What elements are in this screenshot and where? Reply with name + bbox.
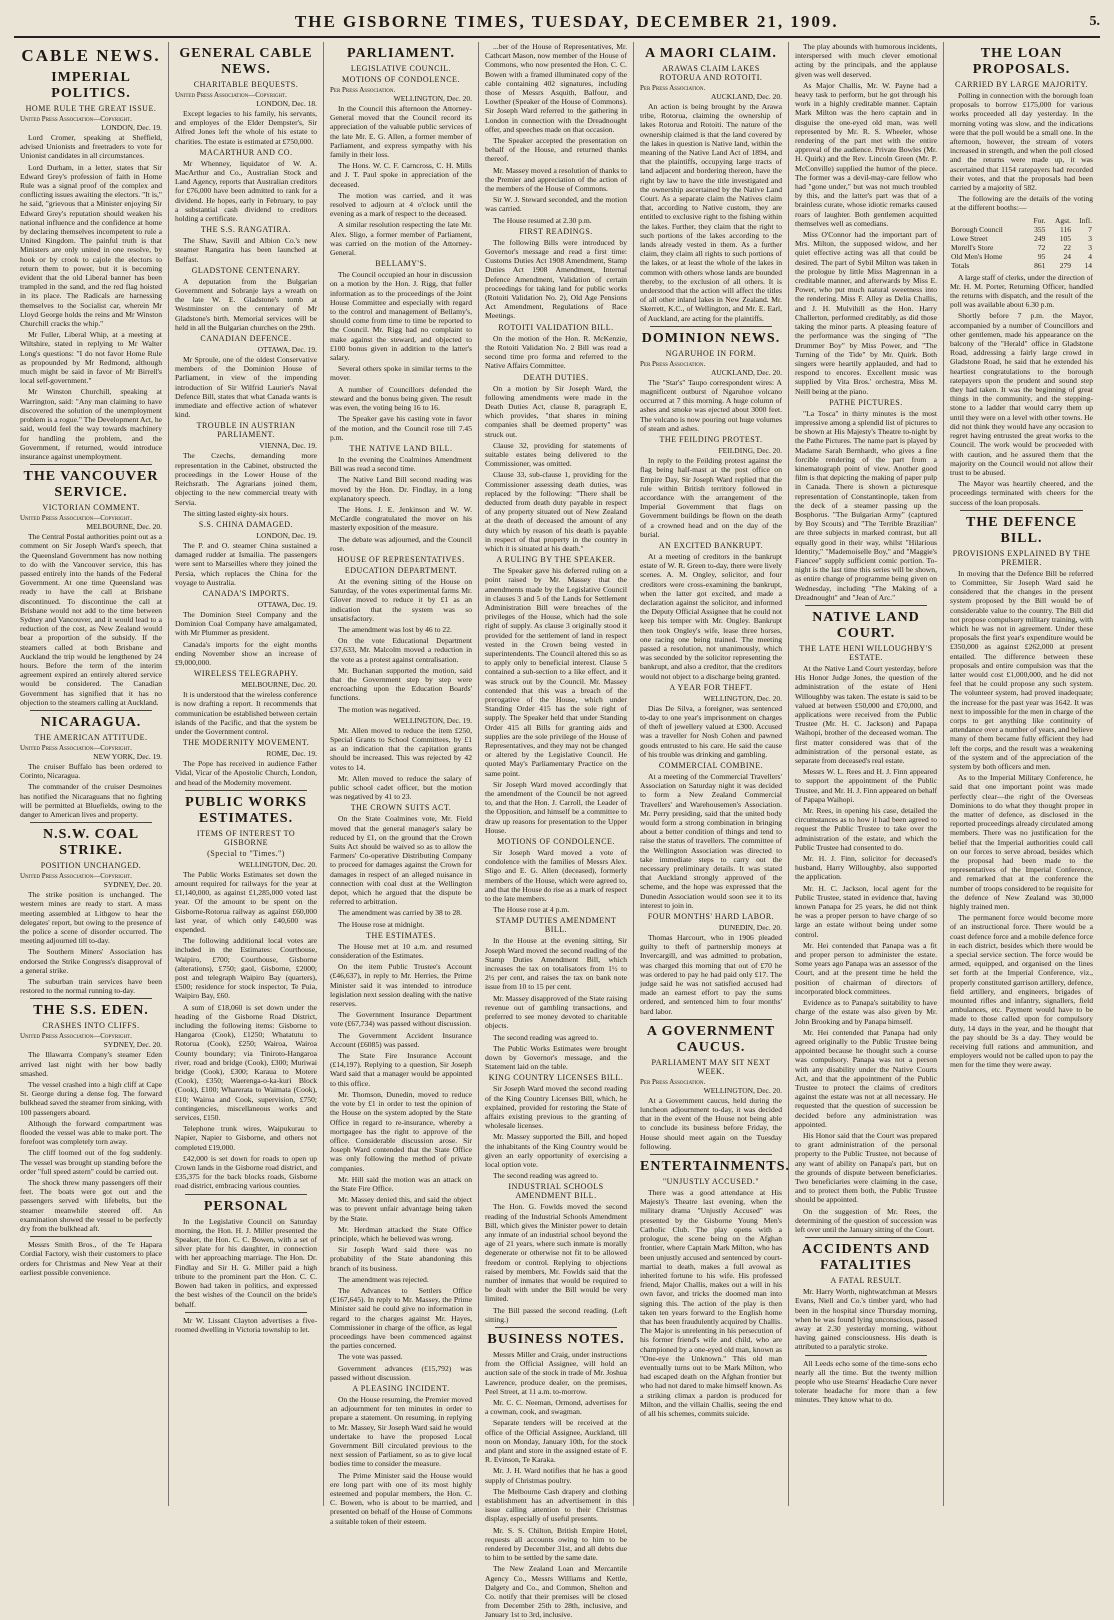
- column-3: [324, 42, 479, 1526]
- paragraph: Separate tenders will be received at the office of the Official Assignee, Auckland, till noon on Monday, January 10th, for the stock and plant and store in the assigned estate of F. R. Evinson, Te Karaka.: [485, 1418, 627, 1465]
- masthead: [14, 8, 1100, 38]
- headline: A MAORI CLAIM.: [645, 46, 777, 61]
- paragraph: The House rose at 4 p.m.: [493, 905, 570, 915]
- subheading: COMMERCIAL COMBINE.: [658, 760, 764, 770]
- paragraph: The Public Works Estimates set down the amount required for railways for the year at £1,140,000, as against £1,285,000 voted last year. Of the amount to be spent on the Gisborne-Rotorua railway as against £60,000 last year, of which only £40,600 was expended.: [175, 869, 317, 934]
- paragraph: Shortly before 7 p.m. the Mayor, accompanied by a number of Councillors and other gentlemen, made his appearance on the balcony of the "Herald" office in Gladstone Road, addressing a fairly large crowd in Gladstone Road, he said that he extended his heartiest congratulations to the borough ratepayers upon the prudent and sound step they had taken. It was the beginning of great things in the community, and the stepping-stone to a ladder that would carry them up until they were on a level with other towns. He did not think they would have any occasion to regret having entrusted the great works to the Council. The work would be proceeded with with caution, and he assured them that the majority on the Council would not allow their trust to be abused.: [950, 311, 1093, 477]
- paragraph: On the item Public Trustee's Account (£46,637), in reply to Mr. Herries, the Prime Minister said it was intended to introduce legislation next session dealing with the native reserves.: [330, 962, 472, 1009]
- subheading: (Special to "Times."): [207, 848, 285, 858]
- paragraph: The House rose at midnight.: [338, 919, 425, 929]
- paragraph: Canada's imports for the eight months ending November show an increase of £9,000,000.: [175, 639, 317, 667]
- subheading: BELLAMY'S.: [375, 259, 427, 269]
- subheading: PATHE PICTURES.: [829, 397, 903, 407]
- paragraph: In moving that the Defence Bill be referred to Committee, Sir Joseph Ward said he considered that the changes in the present system proposed by the Bill would be of considerable value to the country. The Bill did not propose compulsory military training, with which he was not in agreement. Under these proposals the first year's expenditure would be £350,000 as against £262,000 at present entailed. The difference between these proposals and entire compulsion was that the latter would cost £1,000,000, and he did not feel that he could propose any such system. The volunteer system, had proved inadequate; the increase for the past year was 1642. It was next to impossible for the men in charge of the corps to get anything like continuity of attendance over a number of years, and believe many of them became fully efficient they had left the corps, and the result was a weakening of the system and of the appreciation of the system by both officers and men.: [950, 568, 1093, 771]
- poll-table-row: [950, 243, 1093, 252]
- paragraph: The House resumed at 2.30 p.m.: [493, 215, 592, 225]
- paragraph: Miss O'Connor had the important part of Mrs. Milton, the supposed widow, and her quiet effective acting was all that could be desired. The part of Sybil Milton was taken in the prologue by little Miss Magrennan in a creditable manner, and afterwards by Miss E. Power, who put much natural sweetness into the rendering. Miss F. Alley as Delia Challis, and J. H. Mulvihill as the Hon. Harry Challerton, performed creditably, as did those taking the minor parts. A pleasing feature of the performance was the singing of "The Drummer Boy" by Miss Power, and "The Turning of the Tide" by Mr. Quirk. Both singers were heartily applauded, and had to respond to encores. Excellent music was supplied by Vita Bros.' orchestra, Miss M. Neill being at the piano.: [795, 230, 937, 396]
- poll-table-cell: 4: [1088, 251, 1092, 261]
- divider: [185, 1312, 307, 1313]
- paragraph: Mr. H. J. Finn, solicitor for deceased's husband, Harry Willoughby, also supported the application.: [795, 854, 937, 882]
- headline: PARLIAMENT.: [346, 46, 456, 61]
- paragraph: The Government Accident Insurance Account (£6085) was passed.: [330, 1030, 472, 1049]
- paragraph: Although the forward compartment was flooded the vessel was able to make port. The forefoot was completely torn away.: [20, 1118, 162, 1147]
- divider: [30, 710, 152, 711]
- paragraph: "La Tosca" in thirty minutes is the most impressive among a splendid list of pictures to be shown at His Majesty's Theatre to-night by the Pathe Pictures. The name part is played by Madame Sarah Bernhardt, who gives a fine forcible rendering of the part from a kinematograph point of view. Another good film is that depicting the making of paper pulp in Canada. There is shown a picturesque representation of Constantinople, taken from the deck of a steamer passing up the Bosphorus. "The Bulgarian Army" (captured by Boy Scouts) and "The Terrible Brazilian" are three subjects in marked contrast, but all equally good in their way, whilst "Hilarious Identity," "Mademoiselle Boy," and "Maggie's Fiancee" supply sufficient comic portion. To-night is the last time this series will be shown, as entire change of programme being given on Wednesday, including "The Making of a Dreadnought" and "Jean of Arc.": [795, 408, 937, 602]
- poll-table-cell: 95: [1037, 251, 1046, 261]
- poll-table-cell: 24: [1063, 251, 1072, 261]
- paragraph: The amendment was rejected.: [338, 1274, 429, 1284]
- paragraph: The cliff loomed out of the fog suddenly. The vessel was brought up standing before the order "full speed astern" could be carried out.: [20, 1148, 162, 1176]
- poll-table-cell: [950, 216, 1027, 225]
- paragraph: The following additional local votes are included in the Estimates: Courthouse, Waipiro, £700; Courthouse, Gisborne (alterations), £750; gaol, Gisborne, £2000; post and telegraph Waipiro Bay (quarters), £500; residence for stock inspector, Te Puia, Waipiro Bay, £60.: [175, 936, 317, 1001]
- poll-table-row: [950, 225, 1093, 234]
- subheading: WIRELESS TELEGRAPHY.: [193, 669, 299, 679]
- paragraph: Messrs W. L. Rees and H. J. Finn appeared to support the appointment of the Public Trustee, and Mr. H. J. Finn appeared on behalf of Papapa Waihopi.: [795, 767, 937, 804]
- divider: [495, 1327, 617, 1328]
- poll-table-cell: 14: [1084, 260, 1092, 270]
- paragraph: Mr. J. H. Ward notifies that he has a good supply of Christmas poultry.: [485, 1466, 627, 1485]
- headline: THE DEFENCE BILL.: [966, 514, 1077, 546]
- subheading: MOTIONS OF CONDOLENCE.: [342, 75, 460, 84]
- paragraph: On the motion of the Hon. R. McKenzie, the Rotoiti Validation No. 2 Bill was read a second time pro forma and referred to the Native Affairs Committee.: [485, 333, 627, 371]
- paragraph: The Melbourne Cash drapery and clothing establishment has an advertisement in this issue calling attention to their Christmas display, especially of useful presents.: [485, 1486, 627, 1524]
- subheading: CARRIED BY LARGE MAJORITY.: [954, 80, 1088, 89]
- poll-table-row: [950, 252, 1093, 261]
- paragraph: The "Star's" Taupo correspondent wires: A magnificent outburst of Ngaruhoe volcano occurred at 7 this morning. A huge column of ashes and smoke was ejected about 3000 feet. The volcano is now pouring out huge volumes of steam and ashes.: [640, 377, 782, 433]
- divider: [960, 510, 1083, 511]
- divider: [185, 790, 307, 791]
- divider: [650, 1019, 772, 1020]
- subheading: VICTORIAN COMMENT.: [42, 503, 140, 513]
- paragraph: The P. and O. steamer China sustained a damaged rudder at Ismailia. The passengers were sent to Marseilles where they joined the Persia, which replaces the China for the voyage to Australia.: [175, 540, 317, 587]
- agency-credit: United Press Association—Copyright.: [20, 1032, 132, 1041]
- paragraph: The Speaker accepted the presentation on behalf of the House, and returned thanks thereof.: [485, 136, 627, 164]
- paragraph: Clause 32, providing for statements of suitable estates being delivered to the Commissioner, was omitted.: [485, 440, 627, 469]
- headline: A GOVERNMENT CAUCUS.: [646, 1023, 776, 1055]
- paragraph: The amendment was carried by 38 to 28.: [338, 908, 462, 918]
- dateline: SYDNEY, Dec. 20.: [103, 1040, 162, 1050]
- paragraph: Government advances (£15,792) was passed without discussion.: [330, 1363, 472, 1382]
- dateline: FEILDING, Dec. 20.: [718, 446, 782, 456]
- subheading: HOUSE OF REPRESENTATIVES.: [337, 554, 465, 564]
- paragraph: Messrs Miller and Craig, under instructions from the Official Assignee, will hold an auction sale of the stock in trade of Mr. Joshua Lawrence, produce dealer, on the premises, Peel Street, at 11 a.m. to-morrow.: [485, 1349, 627, 1396]
- paragraph: The Hons. W. C. F. Carncross, C. H. Mills and J. T. Paul spoke in appreciation of the deceased.: [330, 161, 472, 189]
- column-2: [169, 42, 324, 1506]
- subheading: THE CROWN SUITS ACT.: [350, 803, 452, 813]
- poll-table-cell: Totals: [951, 260, 970, 270]
- paragraph: Lord Cromer, speaking at Sheffield, advised Unionists and freetraders to vote for Unionist candidates in all circumstances.: [20, 133, 162, 161]
- column-4: [479, 42, 634, 1620]
- subheading: CANADIAN DEFENCE.: [200, 334, 292, 344]
- poll-table-cell: 355: [1034, 224, 1046, 234]
- paragraph: As Major Challis, Mr. W. Payne had a heavy task to perform, but he got through his work in a highly creditable manner. Captain Mark Milton was the hero captain and in disguise the one-eyed old man, was well represented by Mr. R. S. Wheeler, whose rendering of the part met with the entire approval of the audience. Private Bowles (Mr. H. Quirk) and the Rev. Lincoln Green (Mr. P. McConville) supplied the humor of the piece. The former was a devil-may-care fellow who had "gone under," but was not much troubled by this, and the latter's part was that of a brainless curate, whose idiotic remarks caused roars of laughter. Both gentlemen acquitted themselves well as comedians.: [795, 80, 937, 228]
- headline: NATIVE LAND COURT.: [812, 609, 920, 641]
- subheading: DEATH DUTIES.: [523, 372, 589, 382]
- paragraph: The New Zealand Loan and Mercantile Agency Co., Messrs Williams and Kettle, Dalgety and Co., and Common, Shelton and Co. notify that their premises will be closed from December 25th to 28th, inclusive, and January 1st to 3rd, inclusive.: [485, 1564, 627, 1620]
- subheading: ITEMS OF INTEREST TO GISBORNE: [196, 828, 296, 847]
- paragraph: An action is being brought by the Arawa tribe, Rotorua, claiming the ownership of lakes Rotorua and Rotoiti. The nature of the ownership claimed is that the land covered by the lakes in question is Native land, within the meaning of the Native Land Act of 1894, and that the plaintiffs, occupying large tracts of land adjacent and bordering thereon, have the right by law to have the title investigated and the ownership ascertained by the Native Land Court. As a separate claim the Natives claim that, according to Native custom, they are entitled to exclusive right to the fishing within the lakes. Further, they claim that the right to such portions of the lakes according to the lands already vested in them. As a further claim, they claim all rights to such portions of the lakes, or at least the whole of the lakes in common with others whose lands are bounded thereby, to the exclusion of all others. It is understood that the action will affect the titles of all other inland lakes in New Zealand. Mr. Skerrett, K.C., of Wellington, and Mr. E. Earl, of Auckland, are acting for the plaintiffs.: [640, 102, 782, 323]
- poll-table-cell: Morell's Store: [951, 242, 994, 252]
- divider: [30, 464, 152, 465]
- poll-table-row: [950, 216, 1093, 225]
- subheading: HOME RULE THE GREAT ISSUE.: [25, 104, 157, 113]
- paragraph: The Prime Minister said the House would ere long part with one of its most highly esteemed and popular members, the Hon. C. C. Bowen, who is about to be married, and presented on behalf of the House of Commons a suitable token of their esteem.: [330, 1470, 472, 1526]
- subheading: MACARTHUR AND CO.: [199, 147, 293, 157]
- paragraph: Mr. Massey moved a resolution of thanks to the Premier and appreciation of the action of the members of the House of Commons.: [485, 165, 627, 194]
- paragraph: The vessel crashed into a high cliff at Cape St. George during a dense fog. The forward bulkhead saved the steamer from sinking, with 100 passengers aboard.: [20, 1080, 162, 1117]
- poll-table-cell: 3: [1088, 242, 1092, 252]
- paragraph: There was a good attendance at His Majesty's Theatre last evening, when the military drama "Unjustly Accused" was presented by the Gisborne Young Men's Catholic Club. The play opens with a prologue, the scene being on the Afghan frontier, where Captain Mark Milton, who has been unjustly accused and sentenced by court-martial to death, makes a full avowal as inherited fortune to his wife. His professed friend, Major Challis, makes out a will in his own favor, and tricks the doomed man into signing this. The action of the play is then taken ten years forward to the English home that has been fraudulently acquired by Challis. The Major is unrelenting in his persecution of his former friend's wife and child, who are championed by a one-eyed old man, known as "One-eye the Unknown." This old man eventually turns out to be Mark Milton, who had escaped death on the Afghan frontier but who had not dared to make himself known. As a striking climax a pardon is produced for Milton, and the villain Challis, seeing the end of all his schemes, commits suicide.: [640, 1188, 782, 1418]
- paragraph: Telephone trunk wires, Waipukurau to Napier, Napier to Gisborne, and others not completed £19,000.: [175, 1124, 317, 1152]
- paragraph: Mr. Thomson, Dunedin, moved to reduce the vote by £1 in order to test the opinion of the House on the system adopted by the State Office in regard to re-insurance, whereby a mortgagee has the right to approve of the office. Considerable discussion arose. Sir Joseph Ward contended that the State Office was only following the method of private companies.: [330, 1089, 472, 1173]
- dateline: AUCKLAND, Dec. 20.: [710, 92, 782, 101]
- paragraph: In the Legislative Council on Saturday morning, the Hon. H. J. Miller presented the Speaker, the Hon. C. C. Bowen, with a set of silver plate for his daughter, in connection with her approaching marriage. The Hon. Dr. Findlay and Sir H. G. Miller paid a high tribute to the prominent part the Hon. C. C. Bowen had taken in politics, and expressed the best wishes of the Council on the bride's behalf.: [175, 1216, 317, 1309]
- paragraph: The motion was negatived.: [338, 704, 421, 714]
- column-1: [14, 42, 169, 1506]
- paragraph: Mr Whenney, liquidator of W. A. MacArthur and Co., Australian Stock and Land Agency, reports that Australian creditors for £76,000 have been admitted to rank for a dividend. He hopes, early in February, to pay a substantial cash dividend to creditors holding a certificate.: [175, 158, 317, 224]
- poll-table-cell: 22: [1063, 242, 1072, 252]
- subheading: A YEAR FOR THEFT.: [669, 682, 753, 692]
- paragraph: The Public Works Estimates were brought down by Governor's message, and the Statement laid on the table.: [485, 1043, 627, 1072]
- subheading: THE AMERICAN ATTITUDE.: [34, 732, 148, 742]
- poll-table-cell: Infl.: [1079, 215, 1092, 225]
- paragraph: Sir Joseph Ward moved accordingly that the amendment of the Council be not agreed to, and that the Hon. J. Carroll, the Leader of the Opposition, and himself be a committee to draw up reasons for presentation to the Upper House.: [485, 779, 627, 835]
- divider: [805, 1355, 927, 1356]
- paragraph: The House met at 10 a.m. and resumed consideration of the Estimates.: [330, 941, 472, 961]
- paragraph: In the evening the Coalmines Amendment Bill was read a second time.: [330, 454, 472, 474]
- paragraph: In the House at the evening sitting, Sir Joseph Ward moved the second reading of the Stamp Duties Amendment Bill, which increases the tax on totalisators from 1½ to 2½ per cent, and raises the tax on bank note issue from 10 to 15 per cent.: [485, 936, 627, 992]
- paragraph: The commander of the cruiser Desmoines has notified the Nicaraguans that no fighting will be permitted at Bluefields, owing to the danger to American lives and property.: [20, 782, 162, 819]
- paragraph: A similar resolution respecting the late Mr. Alex. Sligo, a former member of Parliament, was carried on the motion of the Attorney-General.: [330, 220, 472, 258]
- masthead-title: THE GISBORNE TIMES, TUESDAY, DECEMBER 21, 1909.: [294, 12, 839, 31]
- divider: [805, 1237, 927, 1238]
- paragraph: Mr. Allen moved to reduce the item £250, Special Grants to School Committees, by £1 as an indication that the capitation grants should be increased. This was rejected by 42 votes to 14.: [330, 725, 472, 772]
- subheading: CANADA'S IMPORTS.: [202, 588, 290, 598]
- paragraph: The Hons. J. E. Jenkinson and W. W. McCardle congratulated the mover on his masterly exposition of the measure.: [330, 504, 472, 533]
- column-5: [634, 42, 789, 1506]
- paragraph: The Southern Miners' Association has endorsed the Strike Congress's disapproval of a general strike.: [20, 947, 162, 975]
- paragraph: £42,000 is set down for roads to open up Crown lands in the Gisborne road district, and £35,375 for the back blocks roads, Gisborne road district, embracing various counties.: [175, 1153, 317, 1191]
- poll-table-cell: 3: [1088, 233, 1092, 243]
- divider: [650, 1154, 772, 1155]
- paragraph: In reply to the Feilding protest against the flag being half-mast at the post office on Empire Day, Sir Joseph Ward replied that the rule within British territory followed in accordance with the arrangement of the Imperial Government that flags on Government buildings be flown on the death of a crowned head and on the day of the burial.: [640, 456, 782, 539]
- paragraph: The sitting lasted eighty-six hours.: [183, 508, 289, 518]
- paragraph: Evidence as to Panapa's suitability to have charge of the estate was also given by Mr. John Brooking and by Panapa himself.: [795, 998, 937, 1026]
- paragraph: Sir Joseph Ward moved the second reading of the King Country Licenses Bill, which, he explained, provided for restoring the State of affairs existing previous to the granting of wholesale licenses.: [485, 1084, 627, 1131]
- paragraph: On the vote Educational Department £37,633, Mr. Malcolm moved a reduction in the vote as a protest against centralisation.: [330, 636, 472, 664]
- subheading: LEGISLATIVE COUNCIL.: [350, 64, 452, 73]
- paragraph: The suburban train services have been restored to the normal running to-day.: [20, 977, 162, 996]
- divider: [185, 1194, 307, 1195]
- agency-credit: Per Press Association.: [640, 1077, 706, 1086]
- poll-table-cell: For.: [1033, 215, 1046, 225]
- paragraph: At the Native Land Court yesterday, before His Honor Judge Jones, the question of the administration of the estate of Heni Willoughby was taken. The estate is said to be valued at between £50,000 and £70,000, and applications were received from the Public Trustee (Mr. H. C. Jackson) and Papapa Waihopi, brother of the deceased woman. The first matter considered was that of the administration of the personal estate, as separate from deceased's real estate.: [795, 663, 937, 766]
- agency-credit: United Press Association—Copyright.: [175, 91, 287, 99]
- headline: ENTERTAINMENTS.: [640, 1159, 790, 1175]
- dateline: NEW YORK, Dec. 19.: [93, 751, 162, 761]
- paragraph: The Czechs, demanding more representation in the Cabinet, obstructed the proceedings in the Lower House of the Reichsrath. The Agrarians joined them, objecting to the new commercial treaty with Servia.: [175, 451, 317, 507]
- page-number: 5.: [1089, 14, 1100, 29]
- paragraph: Mr. Buchanan supported the motion, said that the Government step by step were encroaching upon the Education Boards' functions.: [330, 665, 472, 703]
- section-title: CABLE NEWS.: [21, 46, 161, 65]
- paragraph: Mr. Massey disapproved of the State raising revenue out of gambling transactions, and preferred to see money devoted to charitable objects.: [485, 993, 627, 1031]
- paragraph: The debate was adjourned, and the Council rose.: [330, 534, 472, 553]
- paragraph: On the House resuming, the Premier moved an adjournment for ten minutes in order to prepare a statement. On resuming, in replying to Mr. Massey, Sir Joseph Ward said he would undertake to have the proposed Local Government Bill circulated previous to the next session of Parliament, so as to give local bodies time to consider the measure.: [330, 1394, 472, 1469]
- subheading: TROUBLE IN AUSTRIAN PARLIAMENT.: [196, 421, 296, 440]
- subheading: NGARUHOE IN FORM.: [665, 348, 757, 358]
- paragraph: His Honor said that the Court was prepared to grant administration of the personal property to the Public Trustee, not because of any want of ability on Panapa's part, but on the grounds of dispute between beneficiaries. Two beneficiaries were claiming in the case, and to protect them both, the Public Trustee should be appointed.: [795, 1130, 937, 1205]
- paragraph: Mr. Massey denied this, and said the object was to prevent unfair advantage being taken by the State.: [330, 1195, 472, 1223]
- paragraph: Mr W. Lissant Clayton advertises a five-roomed dwelling in Victoria township to let.: [175, 1315, 317, 1334]
- paragraph: The Pope has received in audience Father Vidal, Vicar of the Apostolic Church, London, and head of the Modernity movement.: [175, 759, 317, 787]
- headline: THE LOAN PROPOSALS.: [972, 46, 1071, 77]
- subheading: A FATAL RESULT.: [830, 1276, 902, 1286]
- subheading: THE NATIVE LAND BILL.: [349, 443, 453, 453]
- dateline: AUCKLAND, Dec. 20.: [710, 367, 782, 377]
- poll-table-cell: 861: [1034, 260, 1046, 270]
- subheading: A PLEASING INCIDENT.: [352, 1383, 450, 1393]
- paragraph: The Council occupied an hour in discussion on a motion by the Hon. J. Rigg, that fuller information as to the proceedings of the Joint House Committee and especially with regard to the control and management of Bellamy's, should come from time to time be reported to the Council. Mr. Rigg had no complaint to make against the steward, and objected to £100 bonus given in addition to the latter's salary.: [330, 270, 472, 363]
- headline: BUSINESS NOTES.: [487, 1331, 625, 1347]
- paragraph: In the Council this afternoon the Attorney-General moved that the Council record its appreciation of the valuable public services of the late Mr. E. G. Allen, a former member of Parliament, and express sympathy with his family in their loss.: [330, 104, 472, 160]
- dateline: WELLINGTON, Dec. 20.: [703, 693, 782, 703]
- paragraph: The play abounds with humorous incidents, interspersed with much clever emotional acting by the principals, and the applause given was well deserved.: [795, 42, 937, 79]
- poll-table-cell: Lowe Street: [951, 233, 988, 243]
- subheading: STAMP DUTIES AMENDMENT BILL.: [495, 916, 617, 935]
- subheading: THE MODERNITY MOVEMENT.: [182, 738, 310, 748]
- dateline: MELBOURNE, Dec. 20.: [241, 680, 317, 690]
- paragraph: Sir Joseph Ward moved a vote of condolence with the families of Messrs Alex. Sligo and E. G. Allen (deceased), formerly members of the House, which were agreed to, and that the House do rise as a mark of respect to the late members.: [485, 848, 627, 904]
- dateline: WELLINGTON, Dec. 20.: [703, 1085, 782, 1095]
- paragraph: The Illawarra Company's steamer Eden arrived last night with her bow badly smashed.: [20, 1050, 162, 1078]
- paragraph: A deputation from the Bulgarian Government and Sobranje lays a wreath on the late W. E. Gladstone's tomb at Westminster on the centenary of Mr Gladstone's birth. Memorial services will be held in all the Bulgarian churches on the 29th.: [175, 276, 317, 332]
- paragraph: Mr. S. S. Chilton, British Empire Hotel, requests all accounts owing to him to be rendered by December 31st, and all debts due to him to be settled by the same date.: [485, 1525, 627, 1563]
- subheading: MOTIONS OF CONDOLENCE.: [497, 837, 615, 847]
- paragraph: Mr. Rees, in opening his case, detailed the circumstances as to how it had been agreed to request the Public Trustee to take over the administration of the estate, and which the Public Trustee had consented to do.: [795, 806, 937, 852]
- headline: GENERAL CABLE NEWS.: [179, 46, 313, 77]
- paragraph: Mr. Herdman attacked the State Office principle, which he believed was wrong.: [330, 1224, 472, 1243]
- headline: NICARAGUA.: [40, 714, 142, 730]
- paragraph: The State Fire Insurance Account (£14,197). Replying to a question, Sir Joseph Ward said that a manager would be appointed to this office.: [330, 1051, 472, 1088]
- headline: PERSONAL: [203, 1198, 289, 1214]
- dateline: LONDON, Dec. 19.: [101, 123, 162, 132]
- paragraph: Messrs Smith Bros., of the Te Hapara Cordial Factory, wish their customers to place orders for Christmas and New Year at their earliest possible convenience.: [20, 1240, 162, 1277]
- poll-table-row: [950, 261, 1093, 270]
- headline: THE S.S. EDEN.: [33, 1003, 149, 1019]
- paragraph: The shock threw many passengers off their feet. The boats were got out and the passengers served with lifebelts, but the steamer meanwhile steered off. An examination showed the vessel to be perfectly dry from the bulkhead aft.: [20, 1178, 162, 1234]
- paragraph: The following are the details of the voting at the different booths:—: [950, 194, 1093, 213]
- paragraph: It is understood that the wireless conference is now drafting a report. It recommends that communication be established between certain islands of the Pacific, and that the system be under the Government control.: [175, 690, 317, 736]
- paragraph: Mr. Hill said the motion was an attack on the State Fire Office.: [330, 1174, 472, 1193]
- divider: [30, 822, 152, 823]
- paragraph: On a motion by Sir Joseph Ward, the following amendments were made in the Death Duties Act, clause 8, paragraph E, which provides, "that shares in mining companies shall be deemed property" was struck out.: [485, 383, 627, 439]
- divider: [805, 605, 927, 606]
- subheading: GLADSTONE CENTENARY.: [191, 265, 301, 275]
- dateline: LONDON, Dec. 19.: [256, 530, 317, 540]
- subheading: FIRST READINGS.: [519, 226, 593, 236]
- poll-table-row: [950, 234, 1093, 243]
- poll-table-cell: 279: [1059, 260, 1072, 270]
- divider: [30, 998, 152, 999]
- headline: N.S.W. COAL STRIKE.: [42, 827, 140, 859]
- paragraph: The amendment was lost by 46 to 22.: [338, 624, 452, 634]
- paragraph: Mr Winston Churchill, speaking at Warrington, said: "Any man claiming to have discovered the solution of the unemployment problem is a rogue." The Development Act, he said, would feel the way towards machinery for handling the problem, and the Government, if returned, would introduce insurance against unemployment.: [20, 387, 162, 461]
- paragraph: The Native Land Bill second reading was moved by the Hon. Dr. Findlay, in a long explanatory speech.: [330, 475, 472, 503]
- divider: [650, 326, 772, 327]
- divider: [30, 1236, 152, 1237]
- paragraph: Mr Sproule, one of the oldest Conservative members of the Dominion House of Parliament, in view of the impending introduction of Sir Wilfrid Laurier's Naval Defence Bill, states that what Canada wants is immediate and effective action of whatever kind.: [175, 355, 317, 420]
- subheading: PROVISIONS EXPLAINED BY THE PREMIER.: [952, 548, 1091, 567]
- paragraph: ...ber of the House of Representatives, Mr. Cathcart Mason, now member of the House of Commons, who now presented the Hon. C. C. Bowen with a framed illuminated copy of the cable containing 402 signatures, including those of Messrs Asquith, Balfour, and Lowther (Speaker of the House of Commons). Sir Joseph Ward referred to the gathering in London in connection with the Dreadnought offer, and speeches made on that occasion.: [485, 42, 627, 134]
- paragraph: Polling in connection with the borough loan proposals to borrow £175,000 for various works proceeded all day yesterday. In the morning voting was slow, and the indications were that the poll would be a small one. In the afternoon, however, the stream of voters increased in strength, and when the poll closed and the returns were made up, it was ascertained that 1154 ratepayers had recorded their votes, and that the proposals had been carried by a majority of 582.: [950, 91, 1093, 193]
- dateline: WELLINGTON, Dec. 20.: [393, 94, 472, 103]
- poll-table-cell: 116: [1060, 224, 1072, 234]
- paragraph: Mr. Hei contended that Panapa was a fit and proper person to administer the estate. Some years ago Panapa was an assessor of the Court, and at the present time he held the position of chairman of directors of incorporated block committees.: [795, 940, 937, 996]
- agency-credit: Per Press Association.: [640, 359, 706, 368]
- paragraph: The Mayor was heartily cheered, and the proceedings terminated with cheers for the success of the loan proposals.: [950, 479, 1093, 507]
- paragraph: A large staff of clerks, under the direction of Mr. H. M. Porter, Returning Officer, handled the returns with dispatch, and the result of the poll was available about 6.30 p.m.: [950, 272, 1093, 310]
- paragraph: The Speaker gave his deferred ruling on a point raised by Mr. Massey that the amendments made by the Legislative Council in clauses 3 and 5 of the Lands for Settlement Administration Bill were breaches of the privileges of the House, which had the sole right of supply. As clause 3 originally stood it provided for the settlement of land in respect vested in the Crown being vested in superintendents. The Council altered this so as to apply only to beneficial interest. Clause 5 contained a sub-section to a like effect, and it was struck out by the Council. Mr. Massey contended that this was a breach of the prerogative of the House, which under Standing Order 415 has the sole right of supply. The Speaker held that under Standing Order 415 all Bills for granting aids and supplies are the sole privilege of the House of Representatives, and they may not be changed or altered by the Legislative Council. He quoted May's Parliamentary Practice on the same point.: [485, 566, 627, 778]
- agency-credit: United Press Association—Copyright.: [20, 115, 132, 123]
- subheading: S.S. CHINA DAMAGED.: [198, 519, 294, 529]
- paragraph: Dias De Silva, a foreigner, was sentenced to-day to one year's imprisonment on charges of theft of jewellery valued at £300. Accused was a traveller for Nosh Cohen and pawned goods entrusted to his care. He said the cause of his trouble was drinking and gambling.: [640, 703, 782, 759]
- paragraph: At a meeting of the Commercial Travellers' Association on Saturday night it was decided to form a New Zealand Commercial Travellers' and Warehousemen's Association. Mr. Perry presiding, said that the united body would form a strong combination in bringing about a better condition of things and tend to raise the status of travellers. The committee of the Wellington Association was directed to take immediate steps to carry out the necessary preliminary details. It was stated that Auckland strongly approved of the scheme, and the hope was expressed that the Dunedin Association would soon see it to its interest to join in.: [640, 771, 782, 910]
- subheading: THE LATE HENI WILLOUGHBY'S ESTATE.: [799, 643, 933, 662]
- paragraph: On the State Coalmines vote, Mr. Field moved that the general manager's salary be reduced by £1, on the ground that the Crown Suits Act should be waived so as to allow the Farmers' Co-operative Distributing Company to proceed for damages against the Crown for damages in respect of an alleged nuisance in connection with coal dust at the Wellington depot, which he argued that the dispute be referred to arbitration.: [330, 814, 472, 907]
- agency-credit: Per Press Association.: [330, 86, 396, 94]
- paragraph: At a meeting of creditors in the bankrupt estate of W. R. Green to-day, there were lively scenes. A. M. Ongley, solicitor, and four creditors were cross-examining the bankrupt, when the latter got excited, and made a declaration against the solicitor, and informed the Deputy Official Assignee that he could not keep his temper with Mr. Ongley. Bankrupt then took Ongley's wife, lease three horses, one racing one being trained. The meeting passed a resolution, not unanimously, which was seconded by the solicitor representing the bankrupt, and also a creditor, that the creditors would not object to a discharge being granted.: [640, 551, 782, 681]
- paragraph: Mr. Hei contended that Panapa had only agreed originally to the Public Trustee being appointed because he thought such a course was compulsory. Panapa was not a person with any disability under the Native Courts Act, and that the appointment of the Public Trustee to protect the claims of creditors against the estate was not at all necessary. He requested that the question of succession be decided before any administration was appointed.: [795, 1027, 937, 1129]
- poll-table-cell: Borough Council: [951, 224, 1003, 234]
- paragraph: Sir Joseph Ward said there was no probability of the State abandoning this branch of its business.: [330, 1245, 472, 1273]
- paragraph: The Dominion Steel Company and the Dominion Coal Company have amalgamated, with Mr Plummer as president.: [175, 609, 317, 638]
- paragraph: On the suggestion of Mr. Rees, the determining of the question of succession was left over until the January sitting of the Court.: [795, 1206, 937, 1234]
- dateline: MELBOURNE, Dec. 20.: [86, 522, 162, 532]
- headline: IMPERIAL POLITICS.: [51, 70, 131, 101]
- paragraph: The motion was carried, and it was resolved to adjourn at 4 o'clock until the evening as a mark of respect to the deceased.: [330, 190, 472, 219]
- paragraph: Mr. Harry Worth, nightwatchman at Messrs Evans, Niell and Co.'s timber yard, who had been in the hospital since Thursday morning, when he was found lying unconscious, passed away at 2.30 yesterday morning, without having gained consciousness. His death is attributed to a paralytic stroke.: [795, 1287, 937, 1352]
- subheading: POSITION UNCHANGED.: [40, 861, 142, 871]
- subheading: CHARITABLE BEQUESTS.: [193, 80, 299, 89]
- paragraph: The strike position is unchanged. The western mines are ready to start. A mass meeting assembled at Lithgow to hear the delegates' report, but owing to the presence of the police a scene of disorder occurred. The meeting adjourned till to-day.: [20, 890, 162, 946]
- headline: THE VANCOUVER SERVICE.: [23, 469, 159, 501]
- subheading: FOUR MONTHS' HARD LABOR.: [647, 912, 775, 922]
- poll-table-cell: 72: [1037, 242, 1046, 252]
- paragraph: The following Bills were introduced by Governor's message and read a first time: Customs Duties Act 1908 Amendment, Stamp Duties Act 1908 Amendment, Internal Defence Amendment, Validation of certain proceedings for taking land for public works (Rotoiti Validation No. 2), Old Age Pensions Act Amendment, Regulations of Race Meetings.: [485, 237, 627, 321]
- poll-table-cell: 7: [1088, 224, 1092, 234]
- paragraph: The Speaker gave his casting vote in favor of the motion, and the Council rose till 7.45 p.m.: [330, 414, 472, 442]
- dateline: LONDON, Dec. 18.: [256, 99, 317, 108]
- agency-credit: United Press Association—Copyright.: [20, 743, 132, 752]
- poll-table-cell: 105: [1059, 233, 1072, 243]
- paragraph: At the evening sitting of the House on Saturday, of the votes experimental farms Mr. Glover moved to reduce it by £1 as an indication that the system was so unsatisfactory.: [330, 576, 472, 623]
- column-7: [944, 42, 1099, 1506]
- paragraph: Lord Durham, in a letter, states that Sir Edward Grey's profession of faith in Home Rule was a signal proof of the complex and conflicting issues awaiting the electors. "It is," he said, "grievous that a Minister enjoying Sir Edward Grey's reputation should weaken his national influence and the confidence at home by declaring themselves incompetent to rule a United Kingdom. The painful truth is that Ministers are only united in one resolve, by hook or by crook to cajole the electors to return them to power, but it is becoming evident that the old Liberal banner has been trampled in the sand, and the red flag hoisted in its place. The Radicals are harnessing themselves to the Socialist car, wherein Mr Lloyd George holds the reins and Mr Winston Churchill cracks the whip.": [20, 162, 162, 329]
- subheading: PARLIAMENT MAY SIT NEXT WEEK.: [651, 1057, 771, 1076]
- subheading: "UNJUSTLY ACCUSED.": [662, 1177, 760, 1187]
- paragraph: The vote was passed.: [338, 1352, 403, 1362]
- poll-table-cell: Agst.: [1054, 215, 1072, 225]
- dateline: OTTAWA, Dec. 19.: [257, 345, 317, 355]
- agency-credit: United Press Association—Copyright.: [20, 514, 132, 523]
- paragraph: Mr. Massey supported the Bill, and hoped the inhabitants of the King Country would be given an early opportunity of exercising a local option vote.: [485, 1132, 627, 1169]
- subheading: A RULING BY THE SPEAKER.: [496, 555, 616, 565]
- agency-credit: Per Press Association.: [640, 84, 706, 92]
- column-6: [789, 42, 944, 1506]
- subheading: INDUSTRIAL SCHOOLS AMENDMENT BILL.: [508, 1182, 604, 1201]
- dateline: SYDNEY, Dec. 20.: [103, 880, 162, 890]
- paragraph: Mr. Allen moved to reduce the salary of public school cadet officer, but the motion was negatived by 41 to 23.: [330, 773, 472, 802]
- paragraph: Except legacies to his family, his servants, and employes of the Elder Dempster's, Sir Alfred Jones left the whole of his estate to charities. The estate is estimated at £750,000.: [175, 109, 317, 146]
- paragraph: The second reading was agreed to.: [493, 1032, 599, 1042]
- paragraph: Clause 33, sub-clause 1, providing for the Commissioner assessing death duties, was replaced by the following: "There shall be deducted from death duty payable in respect of any property situated out of New Zealand at the death of deceased the amount of any duty which by reason of his death is payable in respect of that property in the country in which it is situated at his death.": [485, 470, 627, 553]
- paragraph: The cruiser Buffalo has been ordered to Corinto, Nicaragua.: [20, 761, 162, 781]
- dateline: DUNEDIN, Dec. 20.: [718, 923, 782, 933]
- paragraph: The Advances to Settlers Office (£167,645). In reply to Mr. Massey, the Prime Minister said he could give no information in regard to the charges against Mr. Hayes, Commissioner in charge of the office, as legal proceedings have been commenced against the parties concerned.: [330, 1285, 472, 1351]
- paragraph: Sir W. J. Steward seconded, and the motion was carried.: [485, 195, 627, 214]
- paragraph: The second reading was agreed to.: [493, 1171, 599, 1181]
- subheading: THE S.S. RANGATIRA.: [200, 225, 292, 235]
- poll-table: [950, 216, 1093, 270]
- paragraph: Mr. C. C. Neeman, Ormond, advertises for a cowman, cook, and swagman.: [485, 1398, 627, 1417]
- subheading: THE ESTIMATES.: [366, 930, 436, 940]
- subheading: AN EXCITED BANKRUPT.: [658, 540, 764, 550]
- paragraph: Several others spoke in similar terms to the mover.: [330, 364, 472, 383]
- headline: DOMINION NEWS.: [641, 330, 781, 346]
- agency-credit: United Press Association—Copyright.: [20, 872, 132, 881]
- subheading: CRASHES INTO CLIFFS.: [42, 1021, 140, 1031]
- dateline: ROME, Dec. 19.: [266, 749, 317, 759]
- paragraph: As to the Imperial Military Conference, he said that one important point was made perfectly clear—the right of the Overseas Dominions to do what they thought proper in the matter of defence, as disclosed in the reported proceedings already circulated among members. There was no justification for the belief that the Imperial authorities could call on our forces to serve abroad, besides which the proposal had been made to the representatives of the Imperial Conference, and remarked that at the conference the number of troops considered to be requisite for the defence of New Zealand was 30,000 highly trained men.: [950, 773, 1093, 912]
- poll-table-cell: Old Men's Home: [951, 251, 1003, 261]
- paragraph: The Government Insurance Department vote (£67,734) was passed without discussion.: [330, 1010, 472, 1029]
- subheading: ROTOITI VALIDATION BILL.: [498, 322, 614, 332]
- columns: [14, 42, 1100, 1620]
- paragraph: Mr Fuller, Liberal Whip, at a meeting at Wiltshire, stated in replying to Mr Walter Long's questions: "I do not favor Home Rule as propounded by Mr Redmond, although much might be said in favor of Mr Birrell's local self-government.": [20, 330, 162, 386]
- dateline: WELLINGTON, Dec. 19.: [393, 715, 472, 725]
- subheading: EDUCATION DEPARTMENT.: [344, 565, 458, 575]
- paragraph: Mr. H. C. Jackson, local agent for the Public Trustee, stated in evidence that, having known Panapa for 25 years, he did not think he was a proper person to have charge of so large an estate without being under some control.: [795, 883, 937, 939]
- dateline: VIENNA, Dec. 19.: [259, 441, 317, 451]
- paragraph: At a Government caucus, held during the luncheon adjournment to-day, it was decided that in the event of the House not being able to conclude its business before Friday, the House should meet again on the Tuesday following.: [640, 1095, 782, 1151]
- paragraph: The Shaw, Savill and Albion Co.'s new steamer Rangatira has been launched at Belfast.: [175, 236, 317, 264]
- subheading: ARAWAS CLAIM LAKES ROTORUA AND ROTOITI.: [659, 64, 763, 82]
- paragraph: The Bill passed the second reading. (Left sitting.): [485, 1305, 627, 1324]
- paragraph: A sum of £18,060 is set down under the heading of the Gisborne Road District, including the following items: Gisborne to Hangaroa (Cook), £1250; Whatatutu to Rotorua (Cook), £250; Wairoa, Wairoa County boundary; via Tiniroto-Hangaroa river, road and bridge (Cook), £300; Muriwai bridge (Cook), £300; Karaua to Motere (Cook), £350; Waerenga-o-ka-kuri Block (Cook), £100; Wharerata to Waimata (Cook), £10; Wairoa and Cook, supervision, £750; contingencies, miscellaneous works and services, £150.: [175, 1002, 317, 1123]
- paragraph: The Hon. G. Fowlds moved the second reading of the Industrial Schools Amendment Bill, which gives the Minister power to detain any inmate of an industrial school beyond the age of 21 years, where such inmate is morally degenerate or otherwise not fit to be allowed freedom or control. Replying to objections raised by members, Mr. Fowlds said that the number of inmates that would be required to be dealt with under the Bill would be very limited.: [485, 1202, 627, 1304]
- dateline: WELLINGTON, Dec. 20.: [238, 859, 317, 869]
- dateline: OTTAWA, Dec. 19.: [257, 599, 317, 609]
- subheading: KING COUNTRY LICENSES BILL.: [488, 1073, 624, 1083]
- poll-table-cell: 249: [1034, 233, 1046, 243]
- paragraph: The Central Postal authorities point out as a comment on Sir Joseph Ward's speech, that the Queensland Government has now nothing to do with the Vancouver service, this has passed entirely into the hands of the Federal Government. At one time Queensland was ready to have the call at Brisbane discontinued. To discontinue the call at Brisbane would not add to the time between Sydney and Vancouver, and it would lead to a reduction of the cost, as New Zealand would bear a proportion of the subsidy. If the steamers called at both Brisbane and Auckland the trip would be lengthened by 24 hours. Before the term of the interim agreement expired an entirely altered service would be considered. The Canadian Government has signified that it has no objection to the steamers calling at Auckland.: [20, 532, 162, 707]
- subheading: THE FEILDING PROTEST.: [659, 435, 763, 445]
- paragraph: All Leeds echo some of the time-sons echo nearly all the time. But the twenty million people who use Stearns' Headache Cure never tolerate headache for more than a few minutes. They know what to do.: [795, 1358, 937, 1405]
- paragraph: A number of Councillors defended the steward and the bonus being given. The result was even, the voting being 16 to 16.: [330, 384, 472, 413]
- headline: PUBLIC WORKS ESTIMATES.: [185, 794, 307, 826]
- paragraph: Thomas Harcourt, who in 1906 pleaded guilty to theft of partnership moneys at Invercargill, and was admitted to probation, was charged this morning that out of £70 he was ordered to pay he had paid only £17. The judge said he was not satisfied accused had made an earnest effort to pay the sums ordered, and sentenced him to four months' hard labor.: [640, 933, 782, 1016]
- paragraph: The permanent force would become more of an instructional force. There would be a coast defence force and a mobile defence force in each district, besides which there would be a special service section. The force would be armed, equipped, and organised on the lines set forth at the Imperial Conference, viz., properly constituted garrison artillery, defence, field artillery, and engineers, brigades of mounted rifles and infantry, signallers, field ambulances, etc. Payment would have to be made to those called upon for compulsory duty, 14 days in the year, and he thought that the pay should be 3s a day. They would be receiving full rations and ammunition, and employers would not be called upon to pay the men for the time they were away.: [950, 913, 1093, 1070]
- headline: ACCIDENTS AND FATALITIES: [801, 1242, 931, 1274]
